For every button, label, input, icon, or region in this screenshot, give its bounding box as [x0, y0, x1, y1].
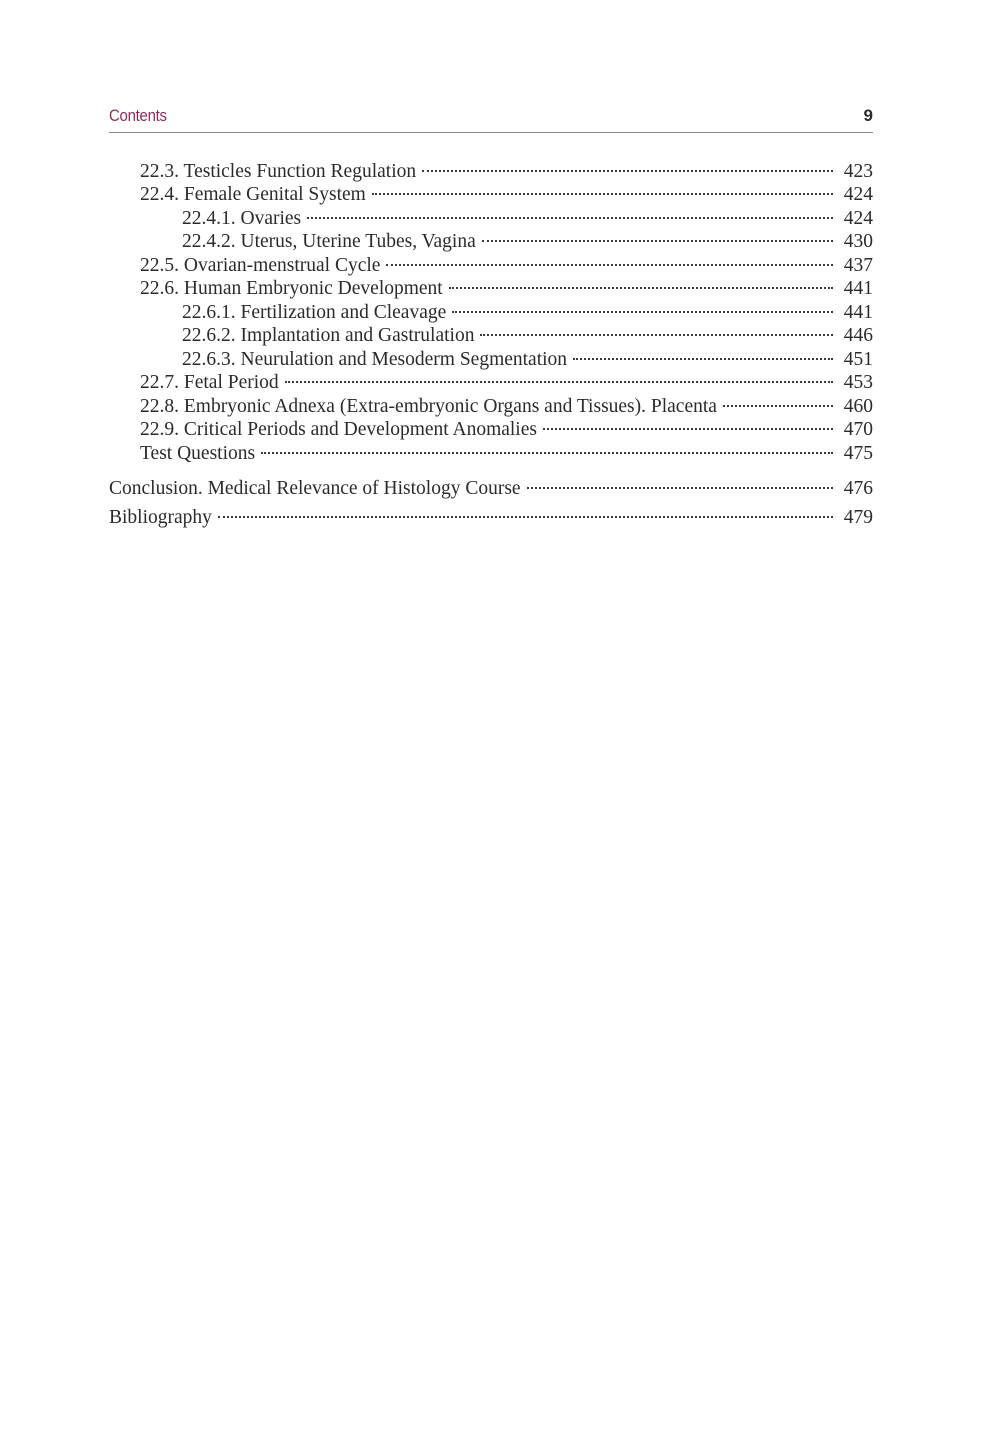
- toc-entry-title: 22.4.1. Ovaries: [182, 207, 307, 231]
- toc-entry-page: 479: [843, 506, 873, 528]
- toc-entry[interactable]: [109, 294, 873, 323]
- toc-entry-page: 424: [843, 184, 873, 205]
- toc-entry-title: 22.6.1. Fertilization and Cleavage: [182, 301, 452, 325]
- toc-entry-page: 470: [843, 419, 873, 440]
- toc-entry-title: Conclusion. Medical Relevance of Histology Course: [109, 477, 527, 501]
- toc-entry-page: 424: [843, 207, 873, 229]
- toc-entry[interactable]: [109, 388, 873, 417]
- toc-entry-page: 441: [843, 301, 873, 323]
- toc-entry-page: 446: [843, 325, 873, 346]
- dot-leader: [218, 499, 833, 523]
- toc-entry[interactable]: [109, 435, 873, 464]
- toc-entry[interactable]: [109, 224, 873, 252]
- dot-leader: [573, 341, 833, 365]
- toc-entry-page: 437: [843, 254, 873, 276]
- toc-entry-page: 453: [843, 372, 873, 393]
- toc-entry[interactable]: [109, 153, 873, 182]
- dot-leader: [261, 435, 833, 459]
- toc-entry-title: 22.3. Testicles Function Regulation: [140, 160, 422, 184]
- toc-entry-page: 460: [843, 395, 873, 417]
- page-number: 9: [863, 106, 873, 125]
- toc-entry-title: 22.4. Female Genital System: [140, 183, 372, 207]
- table-of-contents: [109, 153, 873, 528]
- toc-entry[interactable]: [109, 412, 873, 440]
- dot-leader: [386, 247, 833, 271]
- toc-entry[interactable]: [109, 200, 873, 229]
- dot-leader: [723, 388, 833, 412]
- dot-leader: [372, 177, 833, 201]
- toc-entry-title: Test Questions: [140, 442, 261, 466]
- toc-entry[interactable]: [109, 247, 873, 276]
- dot-leader: [452, 294, 833, 318]
- toc-entry-page: 476: [843, 478, 873, 499]
- toc-entry[interactable]: [109, 365, 873, 393]
- toc-entry-page: 423: [843, 160, 873, 182]
- toc-entry-title: 22.9. Critical Periods and Development Anomalies: [140, 418, 543, 442]
- dot-leader: [449, 271, 833, 295]
- toc-entry-title: 22.5. Ovarian-menstrual Cycle: [140, 254, 386, 278]
- toc-entry[interactable]: [109, 271, 873, 299]
- dot-leader: [307, 200, 833, 224]
- toc-entry[interactable]: [109, 471, 873, 499]
- dot-leader: [285, 365, 833, 389]
- dot-leader: [482, 224, 833, 248]
- toc-entry[interactable]: [109, 177, 873, 205]
- toc-entry[interactable]: [109, 318, 873, 346]
- toc-entry[interactable]: [109, 499, 873, 528]
- toc-entry[interactable]: [109, 341, 873, 370]
- dot-leader: [422, 153, 833, 177]
- toc-entry-page: 451: [843, 348, 873, 370]
- dot-leader: [527, 471, 833, 495]
- toc-entry-title: 22.6.3. Neurulation and Mesoderm Segmentation: [182, 348, 573, 372]
- toc-entry-title: 22.6.2. Implantation and Gastrulation: [182, 324, 480, 348]
- toc-entry-title: 22.6. Human Embryonic Development: [140, 277, 449, 301]
- running-header-title: Contents: [109, 106, 167, 125]
- page-header: [109, 106, 873, 133]
- dot-leader: [480, 318, 833, 342]
- toc-entry-page: 430: [843, 231, 873, 252]
- toc-entry-title: 22.8. Embryonic Adnexa (Extra-embryonic Organs and Tissues). Placenta: [140, 395, 723, 419]
- toc-entry-page: 475: [843, 442, 873, 464]
- toc-entry-title: 22.4.2. Uterus, Uterine Tubes, Vagina: [182, 230, 482, 254]
- toc-entry-page: 441: [843, 278, 873, 299]
- toc-entry-title: Bibliography: [109, 506, 218, 530]
- toc-entry-title: 22.7. Fetal Period: [140, 371, 285, 395]
- dot-leader: [543, 412, 833, 436]
